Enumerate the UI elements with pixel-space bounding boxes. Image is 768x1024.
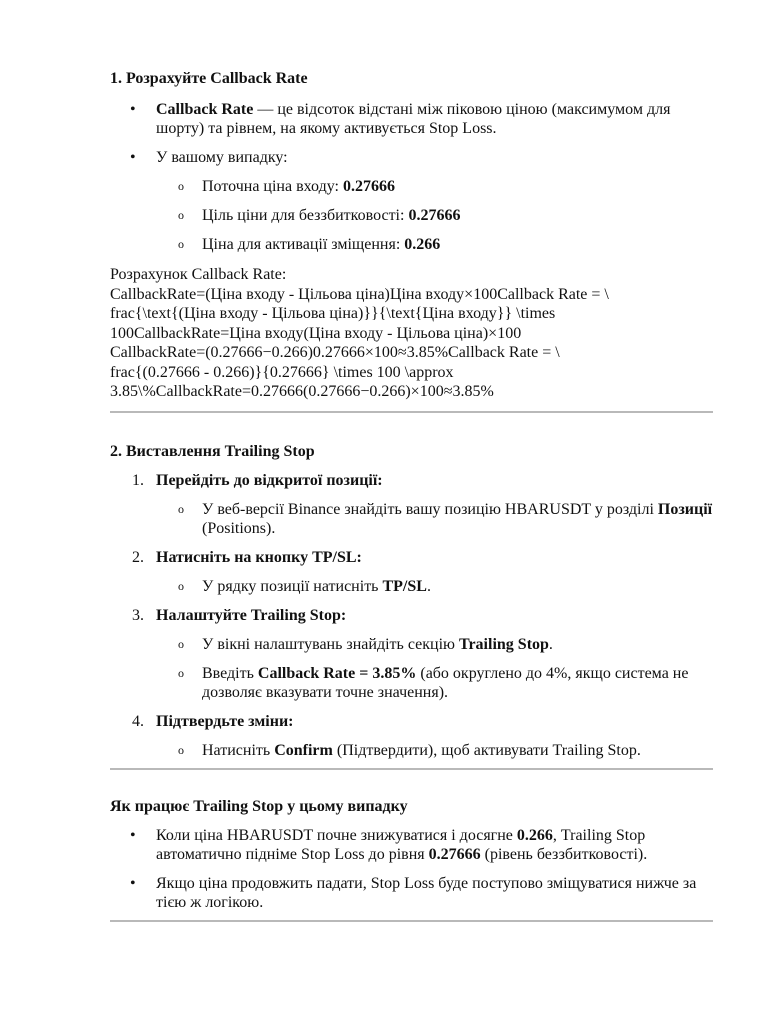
document-page — [110, 68, 713, 922]
calc-line: CallbackRate=(0.27666−0.266)0.27666×100≈3.85%Callback Rate = \ — [110, 344, 560, 361]
calc-line: frac{\text{(Ціна входу - Цільова ціна)}}{\text{Ціна входу}} \times — [110, 305, 556, 322]
term-callback-rate: Callback Rate — [156, 101, 254, 118]
sub-item-activation-price: o Ціна для активації зміщення: 0.266 — [178, 236, 441, 253]
step-number: 1. — [132, 471, 144, 489]
step-title: Налаштуйте Trailing Stop: — [156, 606, 347, 624]
calc-line: 100CallbackRate=Ціна входу(Ціна входу - Цільова ціна)​×100 — [110, 324, 522, 342]
activation-value: 0.266 — [404, 236, 441, 253]
step-3 — [110, 606, 713, 625]
section-3-heading: Як працює Trailing Stop у цьому випадку — [110, 797, 408, 815]
bullet-icon: • — [130, 101, 136, 118]
definition-text: — це відсоток відстані між піковою ціною (максимумом для шорту) та рівнем, на якому активується Stop Loss. — [156, 101, 671, 137]
circle-bullet-icon: o — [178, 179, 184, 193]
section-divider — [110, 920, 713, 922]
step-number: 4. — [132, 712, 144, 730]
section-3-list — [110, 826, 713, 912]
bullet-icon: • — [130, 149, 136, 166]
step-title: Підтвердьте зміни: — [156, 712, 294, 730]
sub-item-entry-price: o Поточна ціна входу: 0.27666 — [178, 178, 395, 195]
circle-bullet-icon: o — [178, 665, 184, 680]
step-4 — [110, 712, 713, 731]
step-1 — [110, 471, 713, 490]
sub-item-breakeven-target: o Ціль ціни для беззбитковості: 0.27666 — [178, 207, 461, 224]
step-title: Натисніть на кнопку TP/SL: — [156, 548, 362, 566]
circle-bullet-icon: o — [178, 742, 184, 757]
section-1-heading: 1. Розрахуйте Callback Rate — [110, 70, 308, 87]
section-2-heading: 2. Виставлення Trailing Stop — [110, 442, 315, 460]
step-3-detail: o Введіть Callback Rate = 3.85% (або округлено до 4%, якщо система не дозволяє вказувати точне значення). — [178, 664, 689, 701]
section-1-list — [110, 100, 713, 167]
section-2-steps — [110, 471, 713, 760]
circle-bullet-icon: o — [178, 578, 184, 593]
step-3-detail: o У вікні налаштувань знайдіть секцію Trailing Stop. — [178, 635, 553, 653]
calculation-block — [110, 265, 713, 402]
section-divider — [110, 768, 713, 770]
bullet-icon: • — [130, 874, 136, 892]
circle-bullet-icon: o — [178, 208, 184, 222]
step-title: Перейдіть до відкритої позиції: — [156, 471, 383, 489]
calc-line: CallbackRate=(Ціна входу - Цільова ціна)Ціна входу×100Callback Rate = \ — [110, 285, 609, 303]
section-1-sublist — [110, 177, 713, 254]
step-2-detail: o У рядку позиції натисніть TP/SL. — [178, 577, 431, 595]
step-number: 2. — [132, 548, 144, 566]
list-item: • Коли ціна HBARUSDT почне знижуватися і досягне 0.266, Trailing Stop автоматично підніме Stop Loss до рівня 0.27666 (рівень беззбитковості). — [130, 826, 648, 863]
entry-price-value: 0.27666 — [342, 178, 395, 195]
case-intro: У вашому випадку: — [156, 149, 288, 166]
step-number: 3. — [132, 606, 144, 624]
circle-bullet-icon: o — [178, 501, 184, 516]
list-item — [110, 148, 713, 167]
calc-line: frac{(0.27666 - 0.266)}{0.27666} \times 100 \approx — [110, 363, 454, 381]
bullet-icon: • — [130, 826, 136, 844]
breakeven-value: 0.27666 — [408, 207, 461, 224]
list-item — [110, 100, 713, 138]
calc-line: Розрахунок Callback Rate: — [110, 266, 287, 283]
step-1-detail: o У веб-версії Binance знайдіть вашу позицію HBARUSDT у розділі Позиції (Positions). — [178, 500, 713, 537]
circle-bullet-icon: o — [178, 237, 184, 251]
section-divider — [110, 411, 713, 413]
step-4-detail: o Натисніть Confirm (Підтвердити), щоб активувати Trailing Stop. — [178, 741, 641, 759]
calc-line: 3.85\%CallbackRate=0.27666(0.27666−0.266)​×100≈3.85% — [110, 383, 494, 400]
list-item: • Якщо ціна продовжить падати, Stop Loss буде поступово зміщуватися нижче за тією ж логікою. — [130, 874, 697, 911]
circle-bullet-icon: o — [178, 636, 184, 651]
step-2 — [110, 548, 713, 567]
